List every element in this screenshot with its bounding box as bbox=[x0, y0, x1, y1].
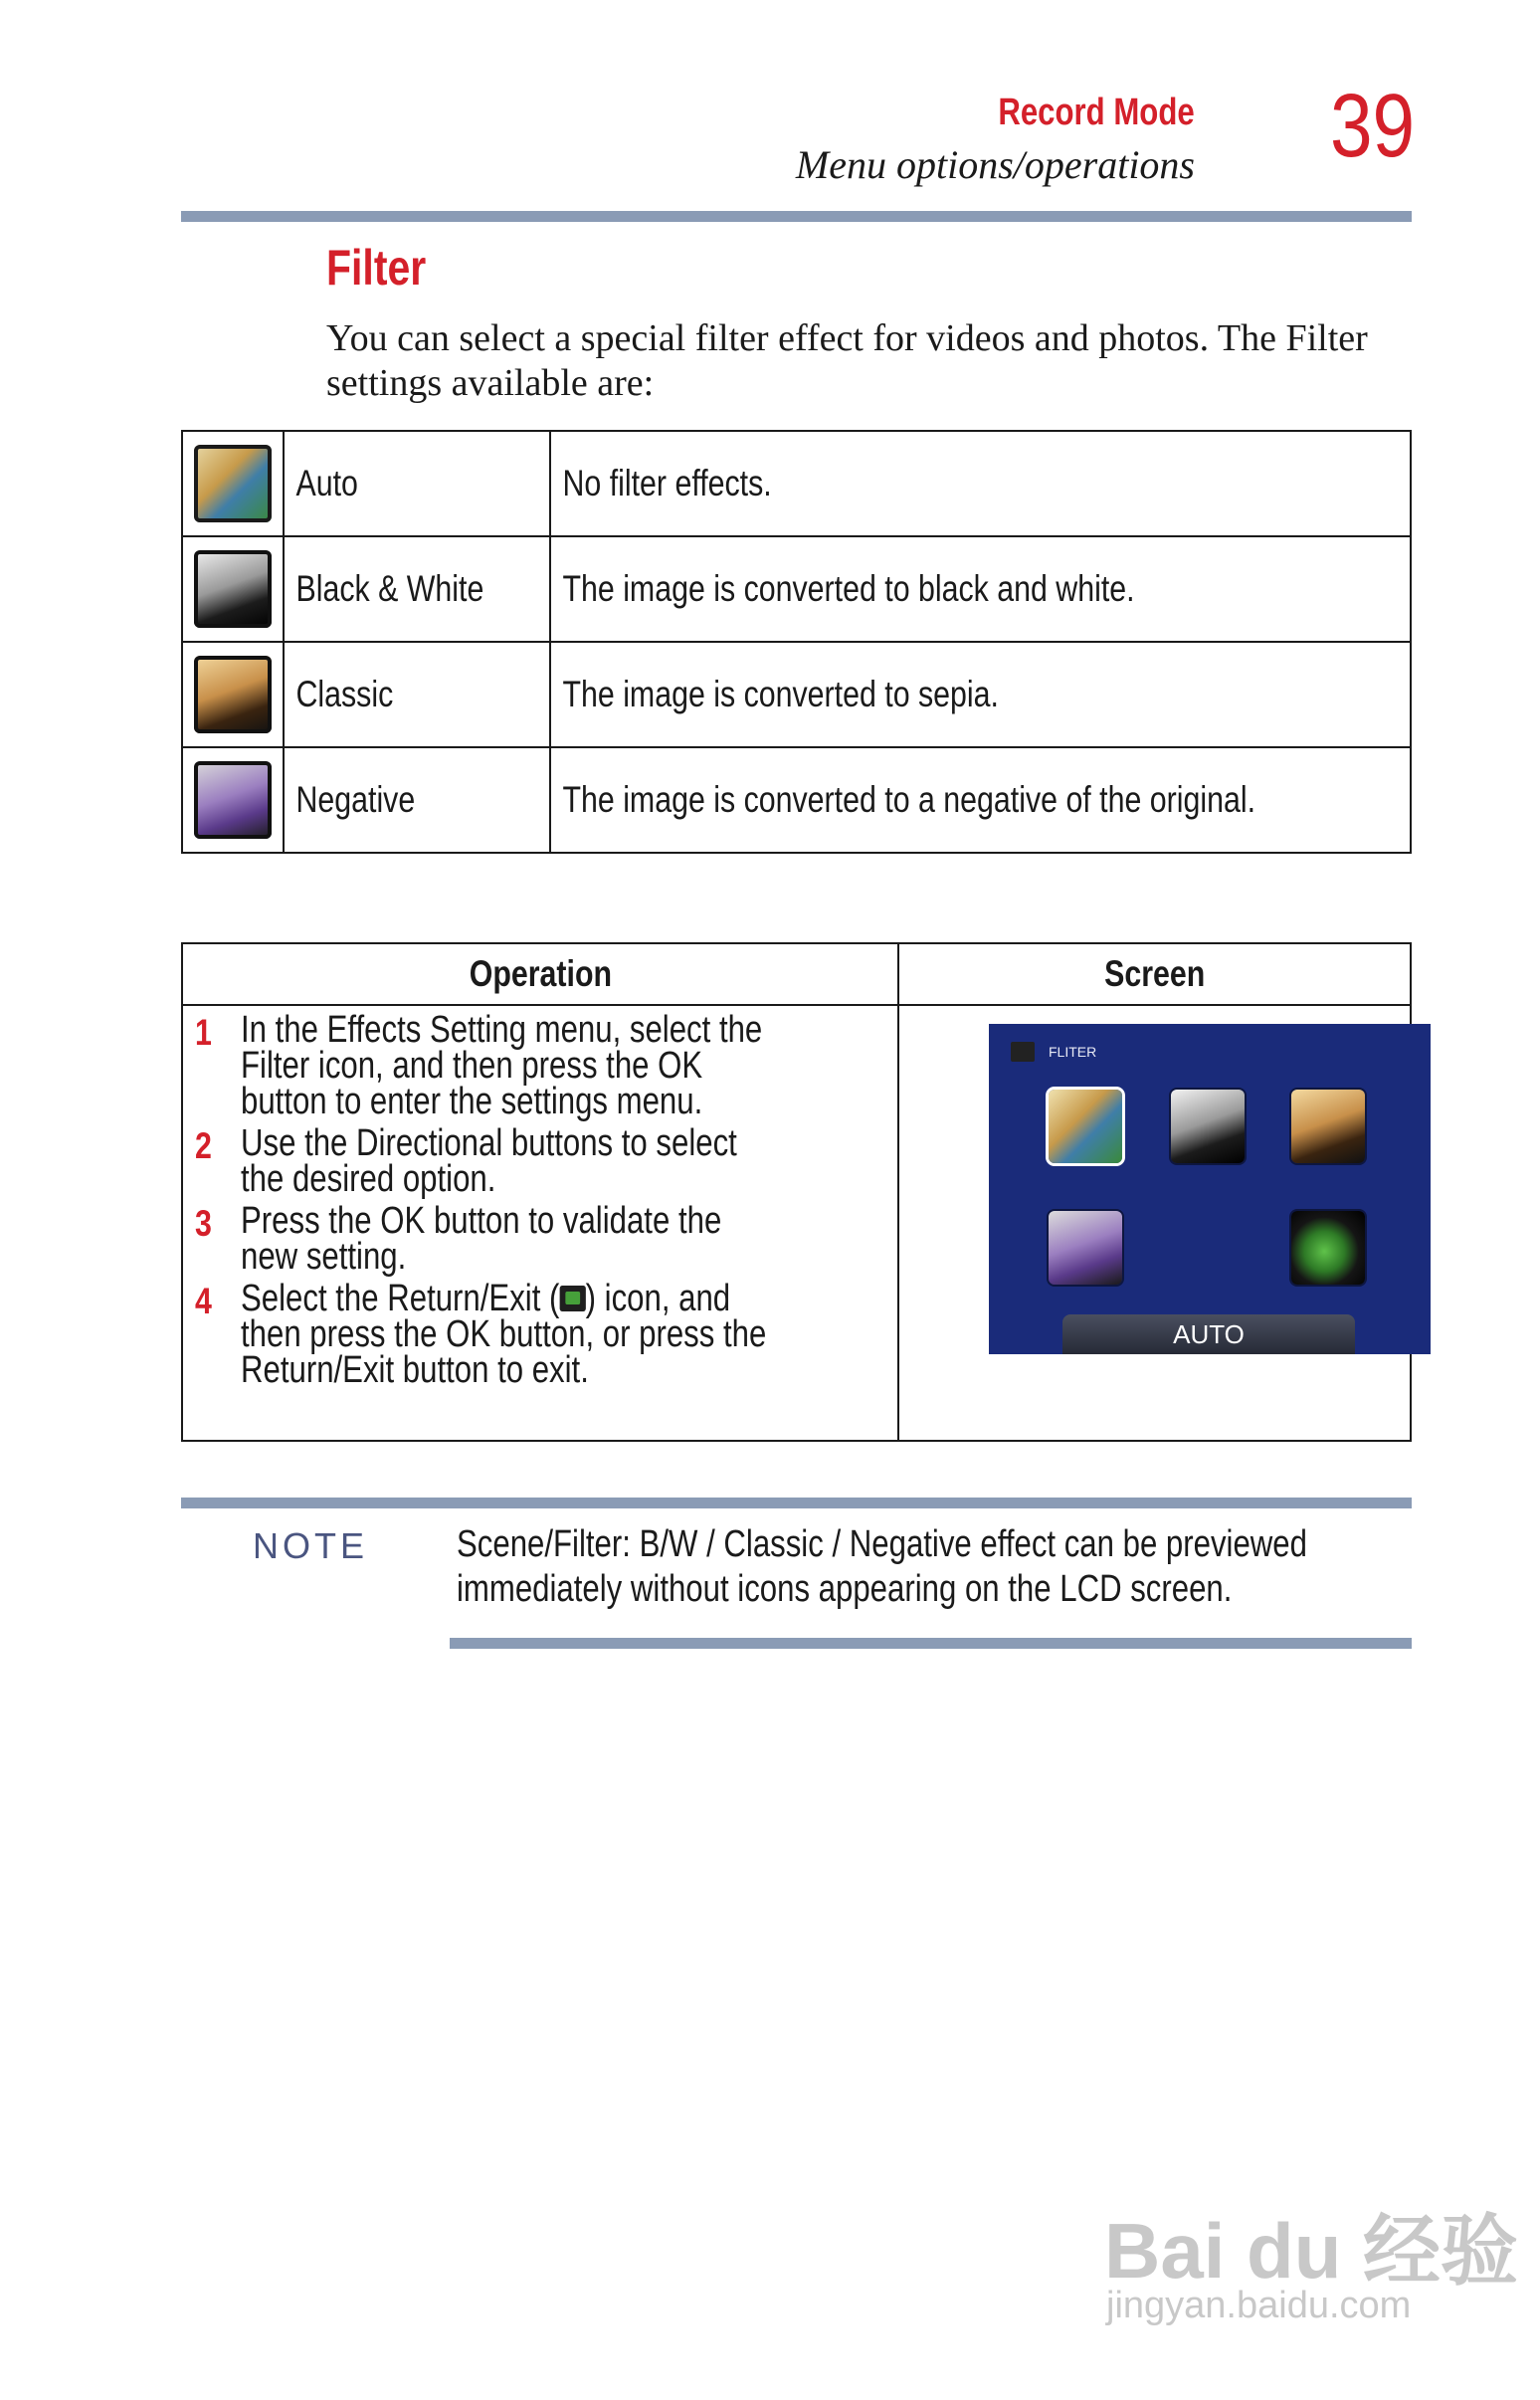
return-exit-icon bbox=[559, 1286, 585, 1311]
filter-name: Negative bbox=[295, 779, 416, 820]
filter-description: No filter effects. bbox=[562, 463, 772, 503]
step-text-before: Select the Return/Exit ( bbox=[241, 1278, 560, 1319]
step-text: Press the OK button to validate the new setting. bbox=[241, 1200, 722, 1278]
note-label: NOTE bbox=[253, 1525, 369, 1566]
table-header-row bbox=[182, 943, 1411, 1005]
filter-description: The image is converted to sepia. bbox=[562, 674, 999, 714]
page-number: 39 bbox=[1330, 77, 1416, 176]
step-number: 1 bbox=[195, 1012, 212, 1053]
note-top-rule bbox=[181, 1498, 1412, 1508]
step-text-after: ) icon, and then press the OK button, or press the Return/Exit button to exit. bbox=[241, 1278, 767, 1391]
watermark-logo: Bai du 经验 bbox=[1104, 2207, 1519, 2295]
screen-title: FLITER bbox=[1049, 1044, 1097, 1060]
table-row bbox=[182, 536, 1411, 642]
negative-filter-icon[interactable] bbox=[1049, 1211, 1122, 1285]
lcd-screen bbox=[989, 1024, 1431, 1354]
step-number: 3 bbox=[195, 1203, 212, 1244]
operation-header: Operation bbox=[469, 953, 612, 994]
step-number: 4 bbox=[195, 1281, 212, 1321]
table-row bbox=[182, 1005, 1411, 1441]
step-number: 2 bbox=[195, 1125, 212, 1166]
classic-filter-icon bbox=[194, 656, 272, 733]
classic-filter-icon[interactable] bbox=[1291, 1090, 1365, 1163]
filter-name: Black & White bbox=[295, 568, 484, 609]
note-bottom-rule bbox=[450, 1638, 1412, 1649]
filter-menu-icon bbox=[1011, 1042, 1035, 1062]
return-exit-icon[interactable] bbox=[1291, 1211, 1365, 1285]
filter-name: Classic bbox=[295, 674, 394, 714]
filter-heading: Filter bbox=[326, 240, 427, 296]
step-text: In the Effects Setting menu, select the Filter icon, and then press the OK button to enter the settings menu. bbox=[241, 1009, 763, 1122]
black-white-filter-icon bbox=[194, 550, 272, 628]
filter-intro: You can select a special filter effect for videos and photos. The Filter settings available are: bbox=[326, 317, 1368, 404]
filter-description: The image is converted to black and white. bbox=[562, 568, 1135, 609]
filter-options-table bbox=[181, 430, 1412, 854]
step-2 bbox=[183, 1122, 897, 1200]
table-row bbox=[182, 747, 1411, 853]
auto-filter-icon bbox=[194, 445, 272, 522]
screen-cell bbox=[898, 1005, 1411, 1441]
watermark-url: jingyan.baidu.com bbox=[1106, 2285, 1412, 2326]
selected-filter-label: AUTO bbox=[1062, 1314, 1355, 1354]
step-1 bbox=[183, 1009, 897, 1122]
section-title: Record Mode bbox=[998, 92, 1195, 133]
filter-description: The image is converted to a negative of the original. bbox=[562, 779, 1255, 820]
screen-header: Screen bbox=[1103, 953, 1206, 994]
step-text: Use the Directional buttons to select the desired option. bbox=[241, 1122, 737, 1200]
step-text bbox=[241, 1278, 779, 1391]
note-text: Scene/Filter: B/W / Classic / Negative effect can be previewed immediately without icons appearing on the LCD screen. bbox=[457, 1523, 1307, 1610]
auto-filter-icon[interactable] bbox=[1049, 1090, 1122, 1163]
filter-name: Auto bbox=[295, 463, 358, 503]
operation-table bbox=[181, 942, 1412, 1442]
table-row bbox=[182, 642, 1411, 747]
section-subtitle: Menu options/operations bbox=[795, 142, 1195, 187]
black-white-filter-icon[interactable] bbox=[1171, 1090, 1245, 1163]
header-rule bbox=[181, 211, 1412, 222]
negative-filter-icon bbox=[194, 761, 272, 839]
step-4 bbox=[183, 1278, 897, 1391]
step-3 bbox=[183, 1200, 897, 1278]
table-row bbox=[182, 431, 1411, 536]
